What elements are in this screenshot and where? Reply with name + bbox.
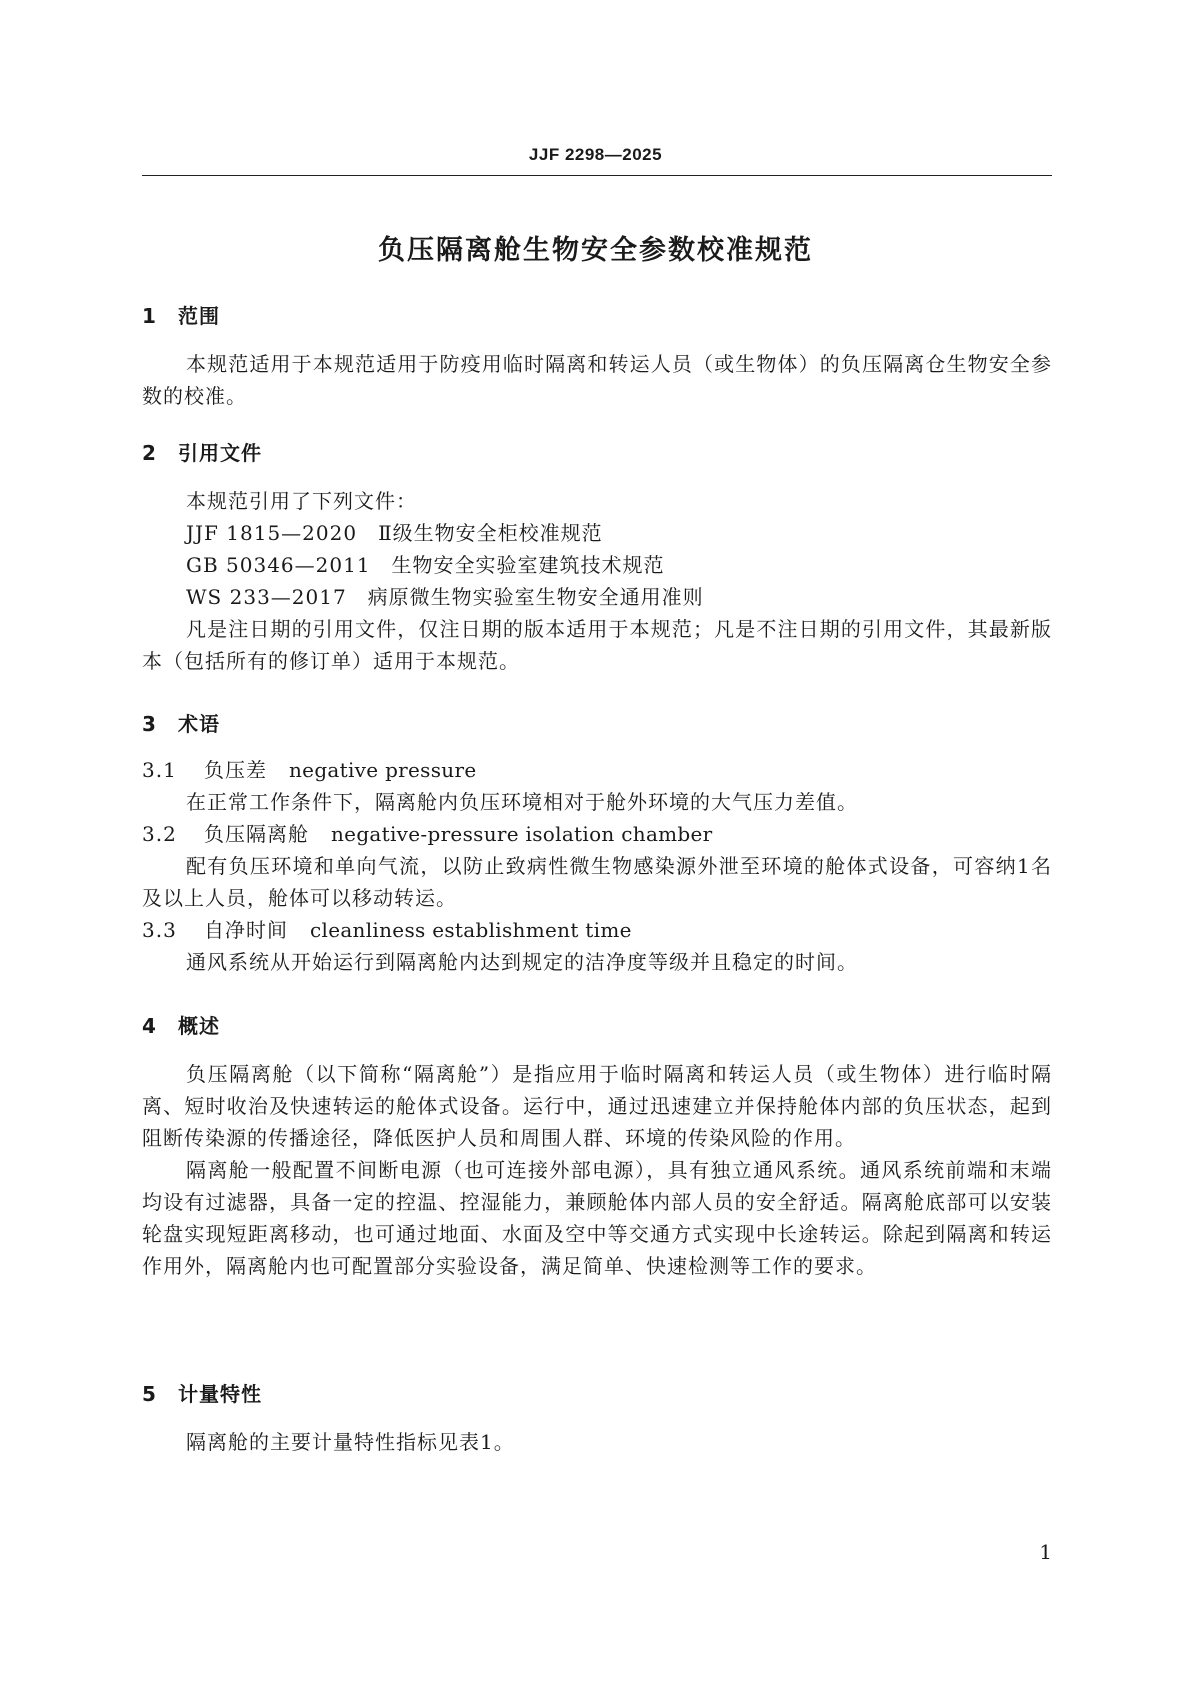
page-number: 1: [1039, 1540, 1052, 1564]
overview-body: [142, 1058, 1052, 1282]
section-number: 4: [142, 1014, 157, 1038]
section-title: 概述: [178, 1014, 220, 1038]
section-title: 术语: [178, 712, 220, 736]
overview-paragraph: 隔离舱一般配置不间断电源（也可连接外部电源），具有独立通风系统。通风系统前端和末端均设有过滤器，具备一定的控温、控湿能力，兼顾舱体内部人员的安全舒适。隔离舱底部可以安装轮盘实现短距离移动，也可通过地面、水面及空中等交通方式实现中长途转运。除起到隔离和转运作用外，隔离舱内也可配置部分实验设备，满足简单、快速检测等工作的要求。: [142, 1158, 1052, 1278]
section-5-heading: [142, 1378, 1052, 1407]
term-chinese: 负压隔离舱: [204, 822, 309, 846]
term-heading: [142, 754, 1052, 786]
section-1-heading: [142, 300, 1052, 329]
section-number: 3: [142, 712, 157, 736]
section-1-paragraph: 本规范适用于本规范适用于防疫用临时隔离和转运人员（或生物体）的负压隔离仓生物安全参数的校准。: [142, 352, 1052, 408]
page-header-code: JJF 2298—2025: [528, 145, 663, 164]
header-rule: [142, 175, 1052, 176]
overview-paragraph: 负压隔离舱（以下简称“隔离舱”）是指应用于临时隔离和转运人员（或生物体）进行临时隔离、短时收治及快速转运的舱体式设备。运行中，通过迅速建立并保持舱体内部的负压状态，起到阻断传染源的传播途径，降低医护人员和周围人群、环境的传染风险的作用。: [142, 1062, 1052, 1150]
terms-list: [142, 754, 1052, 978]
section-title: 引用文件: [178, 441, 262, 465]
reference-item: JJF 1815—2020 Ⅱ级生物安全柜校准规范: [186, 521, 603, 545]
references-note: 凡是注日期的引用文件，仅注日期的版本适用于本规范；凡是不注日期的引用文件，其最新版本（包括所有的修订单）适用于本规范。: [142, 617, 1052, 673]
section-2-heading: [142, 437, 1052, 466]
term-definition: 配有负压环境和单向气流，以防止致病性微生物感染源外泄至环境的舱体式设备，可容纳1名及以上人员，舱体可以移动转运。: [142, 854, 1052, 910]
section-title: 计量特性: [178, 1382, 262, 1406]
term-heading: [142, 818, 1052, 850]
term-number: 3.1: [142, 758, 177, 782]
references-list: [142, 485, 1052, 677]
term-english: negative-pressure isolation chamber: [331, 822, 713, 846]
term-english: cleanliness establishment time: [310, 918, 632, 942]
section-3-heading: [142, 708, 1052, 737]
term-english: negative pressure: [289, 758, 477, 782]
term-definition: 在正常工作条件下，隔离舱内负压环境相对于舱外环境的大气压力差值。: [186, 790, 858, 814]
reference-item: WS 233—2017 病原微生物实验室生物安全通用准则: [186, 585, 704, 609]
document-title: 负压隔离舱生物安全参数校准规范: [378, 235, 813, 266]
term-definition: 通风系统从开始运行到隔离舱内达到规定的洁净度等级并且稳定的时间。: [186, 950, 858, 974]
section-4-heading: [142, 1010, 1052, 1039]
term-chinese: 自净时间: [204, 918, 288, 942]
term-number: 3.3: [142, 918, 177, 942]
term-heading: [142, 914, 1052, 946]
section-number: 1: [142, 304, 157, 328]
section-number: 2: [142, 441, 157, 465]
term-chinese: 负压差: [204, 758, 267, 782]
term-number: 3.2: [142, 822, 177, 846]
section-title: 范围: [178, 304, 220, 328]
reference-item: GB 50346—2011 生物安全实验室建筑技术规范: [186, 553, 665, 577]
section-5-paragraph: 隔离舱的主要计量特性指标见表1。: [186, 1430, 515, 1454]
section-number: 5: [142, 1382, 157, 1406]
references-intro: 本规范引用了下列文件：: [186, 489, 417, 513]
